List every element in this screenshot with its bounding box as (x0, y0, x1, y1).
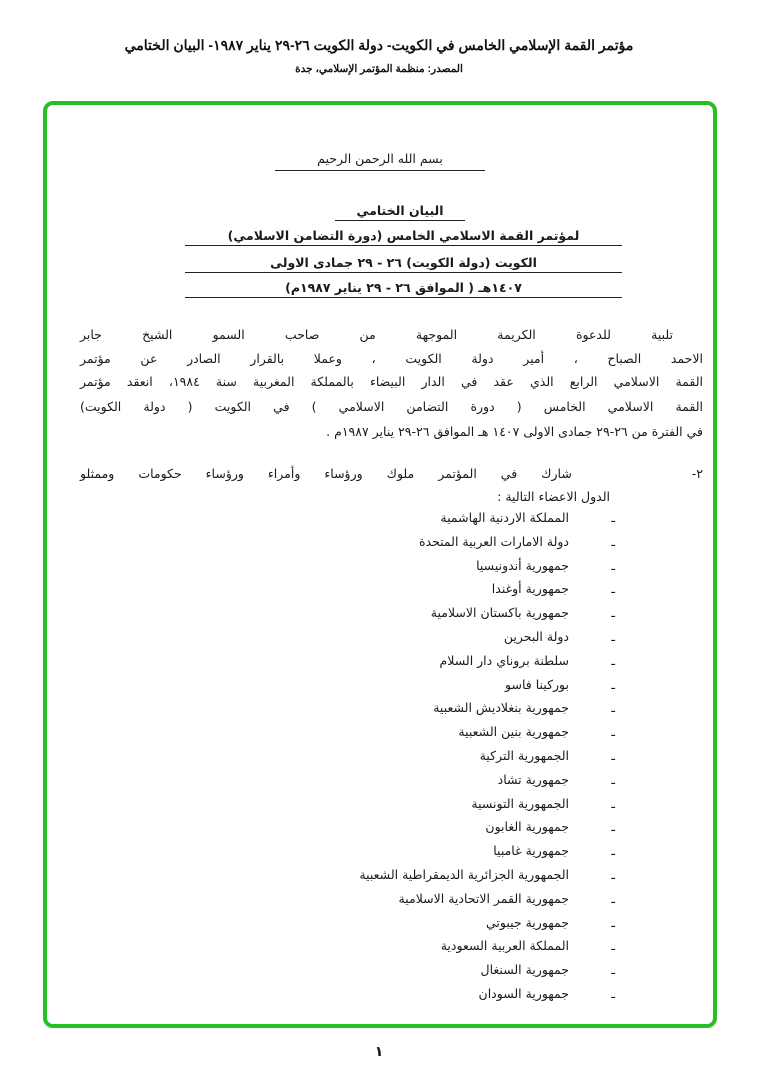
list-dash: ـ (611, 605, 615, 621)
member-name: بوركينا فاسو (505, 676, 569, 692)
member-name: جمهورية جيبوتي (486, 914, 569, 930)
list-dash: ـ (611, 867, 615, 882)
member-list-item (140, 915, 615, 930)
member-list-item (140, 724, 615, 739)
member-name: جمهورية القمر الاتحادية الاسلامية (398, 890, 569, 906)
member-list-item (140, 629, 615, 644)
member-list-item (140, 653, 615, 668)
member-list-item (140, 938, 615, 953)
paragraph-line: في الفترة من ٢٦-٢٩ جمادى الاولى ١٤٠٧ هـ الموافق ٢٦-٢٩ يناير ١٩٨٧م . (326, 424, 703, 439)
paragraph-line: تلبية للدعوة الكريمة الموجهة من صاحب السمو الشيخ جابر (80, 327, 673, 342)
list-dash: ـ (611, 890, 615, 906)
paragraph-2-line: الدول الاعضاء التالية : (497, 489, 610, 504)
member-name: المملكة العربية السعودية (440, 938, 569, 954)
list-dash: ـ (611, 581, 615, 597)
member-list-item (140, 558, 615, 573)
member-name: جمهورية باكستان الاسلامية (430, 605, 569, 621)
member-name: جمهورية بنين الشعبية (458, 724, 569, 740)
list-dash: ـ (611, 652, 615, 668)
list-dash: ـ (611, 748, 615, 763)
member-name: جمهورية السودان (478, 986, 569, 1001)
document-subtitle: ١٤٠٧هـ ( الموافق ٢٦ - ٢٩ يناير ١٩٨٧م) (185, 280, 622, 298)
member-name: جمهورية تشاد (497, 771, 569, 787)
list-dash: ـ (611, 700, 615, 716)
member-name: دولة الامارات العربية المتحدة (418, 533, 569, 549)
member-list-item (140, 819, 615, 834)
member-list-item (140, 796, 615, 811)
member-name: جمهورية الغابون (485, 819, 569, 835)
member-list-item (140, 843, 615, 858)
member-name: جمهورية أوغندا (491, 581, 569, 597)
member-name: الجمهورية التونسية (471, 795, 569, 811)
page-number: ١ (374, 1044, 384, 1060)
member-name: المملكة الاردنية الهاشمية (440, 510, 569, 525)
list-dash: ـ (611, 557, 615, 573)
basmala: بسم الله الرحمن الرحيم (275, 151, 485, 171)
page-header-title: مؤتمر القمة الإسلامي الخامس في الكويت- دولة الكويت ٢٦-٢٩ يناير ١٩٨٧- البيان الختامي (124, 37, 634, 53)
list-dash: ـ (611, 962, 615, 978)
document-subtitle: لمؤتمر القمة الاسلامي الخامس (دورة التضامن الاسلامي) (185, 228, 622, 246)
document-title: البيان الختامي (335, 203, 465, 221)
paragraph-number: ٢- (691, 466, 703, 481)
list-dash: ـ (611, 986, 615, 1001)
document-subtitle: الكويت (دولة الكويت) ٢٦ - ٢٩ جمادى الاولى (185, 255, 622, 273)
member-list-item (140, 534, 615, 549)
list-dash: ـ (611, 629, 615, 644)
member-list-item (140, 677, 615, 692)
member-list-item (140, 891, 615, 906)
member-list-item (140, 700, 615, 715)
member-list-item (140, 986, 615, 1001)
member-name: جمهورية أندونيسيا (476, 557, 569, 573)
paragraph-line: القمة الاسلامي الرابع الذي عقد في الدار البيضاء بالمملكة المغربية سنة ١٩٨٤، انعقد مؤتمر (80, 374, 703, 389)
member-name: جمهورية السنغال (480, 962, 569, 978)
list-dash: ـ (611, 533, 615, 549)
list-dash: ـ (611, 771, 615, 787)
member-list-item (140, 748, 615, 763)
list-dash: ـ (611, 676, 615, 692)
list-dash: ـ (611, 843, 615, 859)
member-name: سلطنة بروناي دار السلام (439, 652, 569, 668)
member-name: جمهورية غامبيا (493, 843, 569, 859)
list-dash: ـ (611, 795, 615, 811)
member-list-item (140, 605, 615, 620)
member-name: الجمهورية الجزائرية الديمقراطية الشعبية (359, 867, 569, 882)
paragraph-line: الاحمد الصباح ، أمير دولة الكويت ، وعملا بالقرار الصادر عن مؤتمر (80, 351, 703, 366)
member-list-item (140, 962, 615, 977)
member-name: جمهورية بنغلاديش الشعبية (433, 700, 569, 716)
list-dash: ـ (611, 914, 615, 930)
paragraph-2-line (80, 466, 703, 481)
member-name: الجمهورية التركية (479, 748, 569, 763)
member-list-item (140, 581, 615, 596)
list-dash: ـ (611, 938, 615, 954)
member-list-item (140, 867, 615, 882)
list-dash: ـ (611, 510, 615, 525)
list-dash: ـ (611, 819, 615, 835)
member-name: دولة البحرين (503, 629, 569, 644)
paragraph-text: شارك في المؤتمر ملوك ورؤساء وأمراء ورؤساء حكومات وممثلو (80, 466, 572, 481)
page-header-source: المصدر: منظمة المؤتمر الإسلامي، جدة (295, 63, 463, 75)
list-dash: ـ (611, 724, 615, 740)
member-list-item (140, 510, 615, 525)
paragraph-line: القمة الاسلامي الخامس ( دورة التضامن الاسلامي ) في الكويت ( دولة الكويت) (80, 399, 703, 414)
member-list-item (140, 772, 615, 787)
